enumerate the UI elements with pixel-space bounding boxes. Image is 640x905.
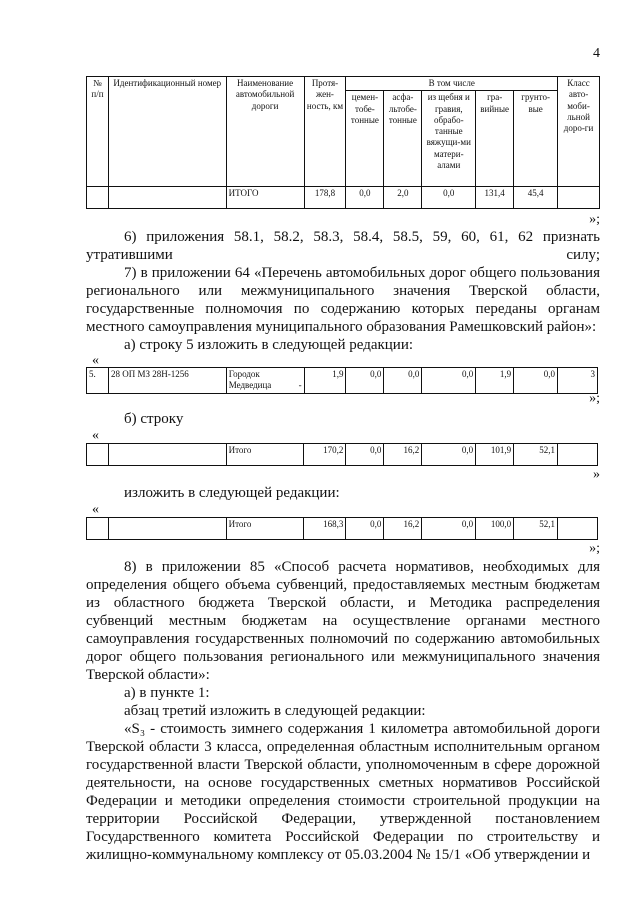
close-quote-1: »; xyxy=(589,212,600,227)
cell-gravel: 0,0 xyxy=(422,518,476,540)
total-label: ИТОГО xyxy=(226,187,304,209)
open-quote-a: « xyxy=(92,353,99,368)
paragraph-7b: б) строку xyxy=(124,411,184,427)
col-gravel: из щебня и гравия, обрабо-танные вяжущи-ми матери-алами xyxy=(422,91,476,187)
col-class: Класс авто-моби-льной доро-ги xyxy=(558,77,600,187)
cell-length: 168,3 xyxy=(304,518,346,540)
cell-gravel-plain: 1,9 xyxy=(476,368,514,394)
col-id: Идентификационный номер xyxy=(108,77,226,187)
open-quote-b: « xyxy=(92,428,99,443)
col-gravel-plain: гра-вийные xyxy=(476,91,514,187)
cell-asphalt: 16,2 xyxy=(384,518,422,540)
table-row xyxy=(87,444,598,466)
col-asphalt: асфа-льтобе-тонные xyxy=(384,91,422,187)
col-ground: грунто-вые xyxy=(514,91,558,187)
paragraph-6: 6) приложения 58.1, 58.2, 58.3, 58.4, 58.5, 59, 60, 61, 62 признать утратившими силу; xyxy=(86,229,600,263)
cell-ground: 0,0 xyxy=(514,368,558,394)
cell-cement: 0,0 xyxy=(346,444,384,466)
close-quote-a: »; xyxy=(589,391,600,406)
paragraph-8: 8) в приложении 85 «Способ расчета нормативов, необходимых для определения общего объема субвенций, предоставляемых местным бюджетам из областного бюджета Тверской области, и Методика распределения субвенций местным бюджетам на осуществление органами местного самоуправления государственных полномочий по содержанию автомобильных дорог общего пользования регионального или межмуниципального значения Тверской области»: xyxy=(86,559,600,683)
cell-name: Итого xyxy=(226,444,304,466)
cell-cement: 0,0 xyxy=(346,368,384,394)
cell-ground: 52,1 xyxy=(514,518,558,540)
cell-asphalt: 16,2 xyxy=(384,444,422,466)
cell-gravel-plain: 101,9 xyxy=(476,444,514,466)
cell-cement: 0,0 xyxy=(346,518,384,540)
cell-gravel-plain: 131,4 xyxy=(476,187,514,209)
cell-asphalt: 2,0 xyxy=(384,187,422,209)
col-length: Протя-жен-ность, км xyxy=(304,77,346,187)
table-row xyxy=(87,368,598,394)
paragraph-s3: «S₃ - стоимость зимнего содержания 1 километра автомобильной дороги Тверской области 3 класса, определенная областным исполнительным органом государственной власти Тверской области, уполномоченным в сфере дорожной деятельности, на основе государственных сметных нормативов Российской Федерации и методики определения стоимости строительной продукции на территории Российской Федерации, утвержденной постановлением Государственного комитета Российской Федерации по строительству и жилищно-коммунальному комплексу от 05.03.2004 № 15/1 «Об утверждении и xyxy=(86,721,600,863)
roads-table-header xyxy=(86,76,600,209)
cell-ground: 52,1 xyxy=(514,444,558,466)
col-including: В том числе xyxy=(346,77,558,91)
cell-id: 28 ОП МЗ 28Н-1256 xyxy=(108,368,226,394)
cell-gravel: 0,0 xyxy=(422,444,476,466)
cell-gravel: 0,0 xyxy=(422,187,476,209)
row-b-old-table xyxy=(86,443,598,466)
page-number: 4 xyxy=(593,46,600,61)
row-b-new-table xyxy=(86,517,598,540)
paragraph-7b2: изложить в следующей редакции: xyxy=(124,485,340,501)
cell-length: 178,8 xyxy=(304,187,346,209)
col-name: Наименование автомобильной дороги xyxy=(226,77,304,187)
paragraph-8a2: абзац третий изложить в следующей редакции: xyxy=(124,703,426,719)
cell-name: Итого xyxy=(226,518,304,540)
cell-ground: 45,4 xyxy=(514,187,558,209)
cell-class: 3 xyxy=(558,368,598,394)
cell-name xyxy=(226,368,304,394)
table-row xyxy=(87,518,598,540)
cell-asphalt: 0,0 xyxy=(384,368,422,394)
cell-length: 170,2 xyxy=(304,444,346,466)
row-5-table xyxy=(86,367,598,394)
paragraph-8a: а) в пункте 1: xyxy=(124,685,210,701)
paragraph-7a: а) строку 5 изложить в следующей редакции: xyxy=(124,337,414,353)
cell-length: 1,9 xyxy=(304,368,346,394)
cell-gravel-plain: 100,0 xyxy=(476,518,514,540)
cell-cement: 0,0 xyxy=(346,187,384,209)
road-name: Городок Медведица xyxy=(228,369,272,391)
col-num: № п/п xyxy=(87,77,109,187)
paragraph-7: 7) в приложении 64 «Перечень автомобильных дорог общего пользования регионального или межмуниципального значения Тверской области, государственные полномочия по содержанию которых переданы органам местного самоуправления муниципального образования Рамешковский район»: xyxy=(86,265,600,335)
close-quote-c: »; xyxy=(589,541,600,556)
col-cement: цемен-тобе-тонные xyxy=(346,91,384,187)
open-quote-c: « xyxy=(92,502,99,517)
table-row xyxy=(87,187,600,209)
cell-num: 5. xyxy=(87,368,109,394)
close-quote-b: » xyxy=(593,467,600,482)
cell-gravel: 0,0 xyxy=(422,368,476,394)
road-dash: - xyxy=(298,380,302,391)
